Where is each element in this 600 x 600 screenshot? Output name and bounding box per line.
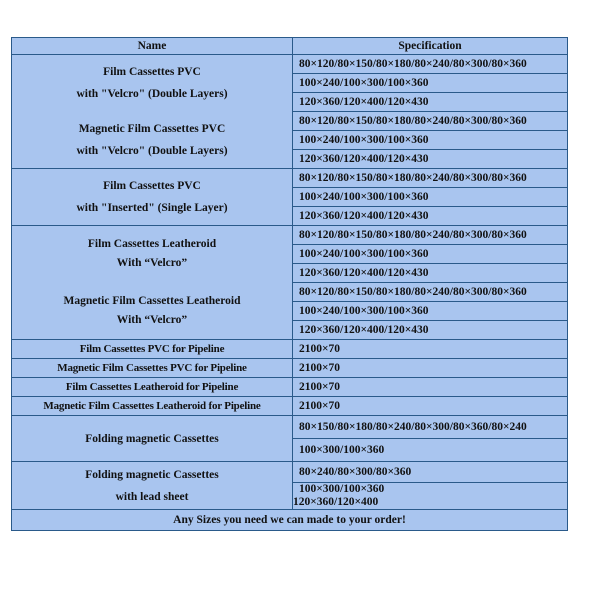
table-row: [12, 416, 568, 439]
product-name-line: Folding magnetic Cassettes: [85, 432, 219, 445]
product-name-line: Film Cassettes PVC: [103, 66, 201, 79]
footer-row: [12, 510, 568, 531]
name-header: Name: [12, 38, 293, 55]
table-row: [12, 462, 568, 483]
product-name-line: Magnetic Film Cassettes PVC: [78, 122, 226, 135]
product-name-cell: Film Cassettes Leatheroid for Pipeline: [12, 378, 293, 397]
spec-cell: 2100×70: [293, 378, 568, 397]
table-row: [12, 397, 568, 416]
product-name-line: With “Velcro”: [116, 257, 188, 270]
table-row: [12, 55, 568, 74]
product-name-line: Film Cassettes Leatheroid: [87, 238, 217, 251]
table-row: [12, 226, 568, 245]
spec-cell: 80×120/80×150/80×180/80×240/80×300/80×360: [293, 226, 568, 245]
spec-cell: 80×120/80×150/80×180/80×240/80×300/80×360: [293, 112, 568, 131]
spec-cell: 100×240/100×300/100×360: [293, 245, 568, 264]
product-name-cell: [12, 416, 293, 462]
table-row: [12, 169, 568, 188]
spec-cell: 120×360/120×400/120×430: [293, 264, 568, 283]
header-row: [12, 38, 568, 55]
product-name-cell: Magnetic Film Cassettes PVC for Pipeline: [12, 359, 293, 378]
table-row: [12, 378, 568, 397]
spec-cell: 120×360/120×400/120×430: [293, 321, 568, 340]
product-name-line: with "Velcro" (Double Layers): [76, 144, 228, 157]
spec-cell: 80×120/80×150/80×180/80×240/80×300/80×360: [293, 169, 568, 188]
spec-cell: 80×120/80×150/80×180/80×240/80×300/80×360: [293, 55, 568, 74]
spec-cell: 100×240/100×300/100×360: [293, 74, 568, 93]
spec-cell: 100×240/100×300/100×360: [293, 131, 568, 150]
table-row: [12, 340, 568, 359]
product-name-line: With “Velcro”: [116, 313, 188, 326]
product-name-line: with "Velcro" (Double Layers): [76, 88, 228, 101]
order-note: Any Sizes you need we can made to your order!: [12, 510, 568, 531]
spec-header: Specification: [293, 38, 568, 55]
spec-cell: 80×150/80×180/80×240/80×300/80×360/80×240: [293, 416, 568, 439]
product-name-cell: [12, 462, 293, 510]
spec-cell: 120×360/120×400/120×430: [293, 207, 568, 226]
product-name-cell: [12, 169, 293, 226]
product-name-cell: Film Cassettes PVC for Pipeline: [12, 340, 293, 359]
product-name-line: with "Inserted" (Single Layer): [76, 202, 228, 214]
spec-cell: 100×240/100×300/100×360: [293, 188, 568, 207]
spec-cell: 80×120/80×150/80×180/80×240/80×300/80×360: [293, 283, 568, 302]
table-row: [12, 359, 568, 378]
product-name-line: Folding magnetic Cassettes: [85, 468, 219, 481]
spec-cell: 80×240/80×300/80×360: [293, 462, 568, 483]
product-name-cell: [12, 226, 293, 283]
spec-cell: 100×300/100×360: [299, 483, 385, 495]
product-name-line: Film Cassettes PVC: [103, 180, 201, 192]
product-name-line: with lead sheet: [115, 490, 189, 503]
specification-table: [11, 37, 568, 531]
table-row: [12, 283, 568, 302]
product-name-cell: [12, 55, 293, 112]
product-name-cell: [12, 283, 293, 340]
product-name-cell: [12, 112, 293, 169]
spec-cell: 2100×70: [293, 397, 568, 416]
spec-cell: 2100×70: [293, 340, 568, 359]
spec-cell: 120×360/120×400: [293, 496, 379, 508]
spec-cell: 2100×70: [293, 359, 568, 378]
spec-cell: 120×360/120×400/120×430: [293, 150, 568, 169]
spec-cell: 120×360/120×400/120×430: [293, 93, 568, 112]
spec-cell: 100×240/100×300/100×360: [293, 302, 568, 321]
spec-cell: 100×300/100×360: [293, 439, 568, 462]
product-name-cell: Magnetic Film Cassettes Leatheroid for Pipeline: [12, 397, 293, 416]
product-name-line: Magnetic Film Cassettes Leatheroid: [63, 294, 241, 307]
table-row: [12, 112, 568, 131]
